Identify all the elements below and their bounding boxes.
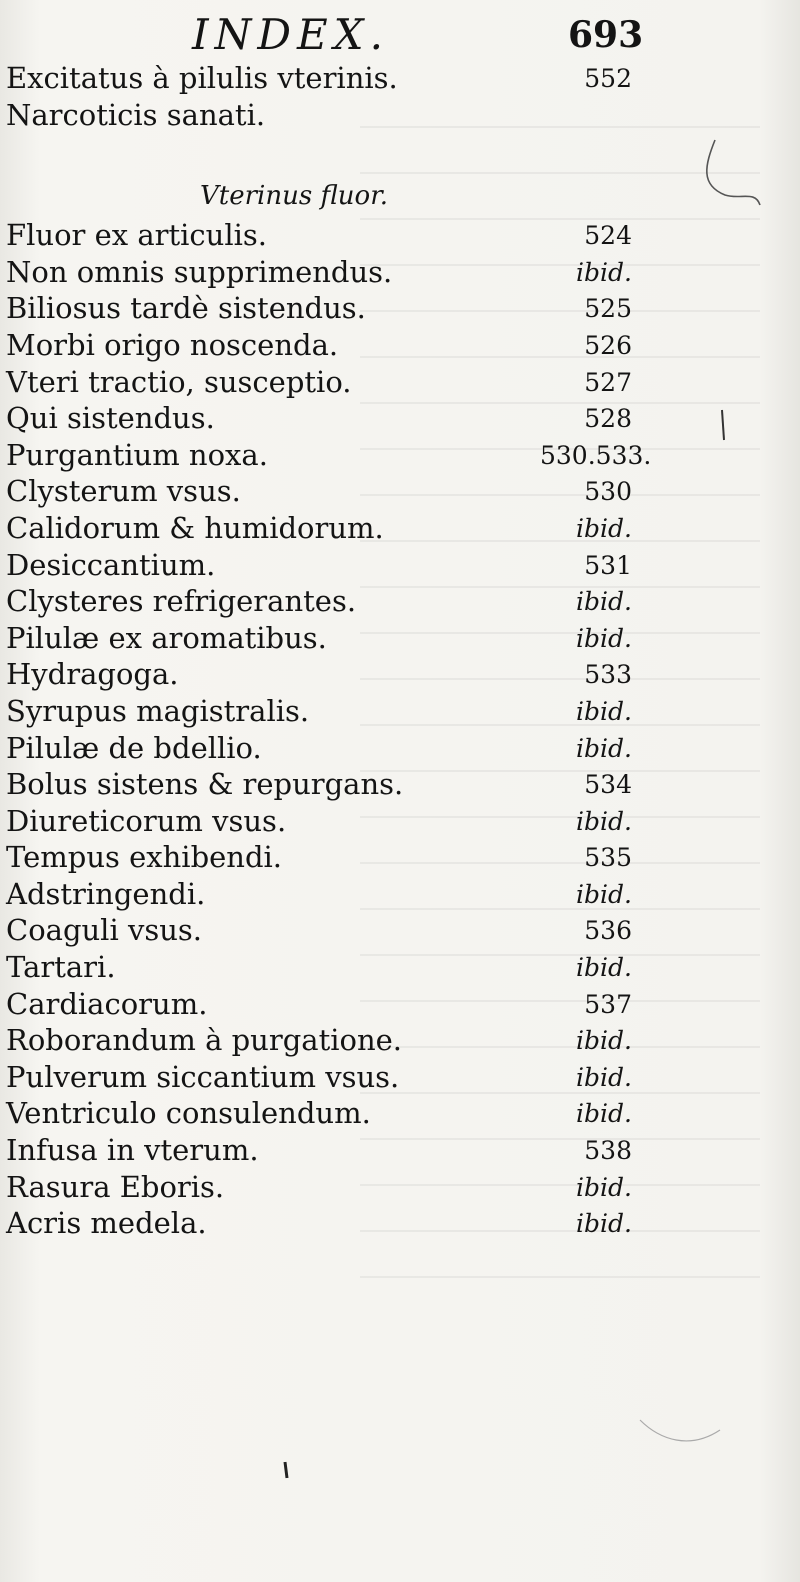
entry-page-ref: 530 — [584, 477, 632, 507]
entry-page-ref: ibid. — [576, 879, 632, 909]
index-entry — [0, 1169, 800, 1206]
entry-label: Coaguli vsus. — [6, 913, 202, 948]
entry-label: Qui sistendus. — [6, 401, 215, 436]
index-entry — [0, 327, 800, 364]
index-entry — [0, 1059, 800, 1096]
index-entry — [0, 583, 800, 620]
entry-label: Hydragoga. — [6, 657, 179, 692]
entry-page-ref: 525 — [584, 294, 632, 324]
index-entries-top — [0, 60, 800, 133]
index-entry — [0, 839, 800, 876]
entry-label: Purgantium noxa. — [6, 437, 268, 472]
entry-label: Non omnis supprimendus. — [6, 254, 393, 289]
entry-page-ref: 528 — [584, 404, 632, 434]
index-entry — [0, 1022, 800, 1059]
entry-page-ref: ibid. — [576, 953, 632, 983]
index-entry — [0, 97, 800, 134]
index-entry — [0, 437, 800, 474]
entry-label: Pulverum siccantium vsus. — [6, 1059, 400, 1094]
entry-label: Bolus sistens & repurgans. — [6, 767, 404, 802]
entry-page-ref: 526 — [584, 330, 632, 360]
index-entry — [0, 912, 800, 949]
section-heading — [0, 179, 800, 215]
index-entry — [0, 656, 800, 693]
index-entry — [0, 473, 800, 510]
entry-label: Rasura Eboris. — [6, 1169, 225, 1204]
index-entry — [0, 547, 800, 584]
index-entries — [0, 217, 800, 1242]
entry-label: Fluor ex articulis. — [6, 218, 267, 253]
index-entry — [0, 217, 800, 254]
index-entry — [0, 693, 800, 730]
entry-label: Calidorum & humidorum. — [6, 510, 384, 545]
index-entry — [0, 766, 800, 803]
index-entry — [0, 620, 800, 657]
entry-page-ref: 536 — [584, 916, 632, 946]
index-entry — [0, 1095, 800, 1132]
entry-label: Narcoticis sanati. — [6, 97, 266, 132]
entry-page-ref: 527 — [584, 367, 632, 397]
entry-page-ref: 534 — [584, 770, 632, 800]
entry-label: Clysteres refrigerantes. — [6, 584, 357, 619]
index-entry — [0, 400, 800, 437]
index-entry — [0, 254, 800, 291]
index-list — [0, 60, 800, 1242]
index-entry — [0, 290, 800, 327]
entry-label: Ventriculo consulendum. — [6, 1096, 371, 1131]
entry-page-ref: 552 — [584, 64, 632, 93]
entry-label: Pilulæ de bdellio. — [6, 730, 262, 765]
entry-page-ref: 535 — [584, 843, 632, 873]
entry-page-ref: 537 — [584, 989, 632, 1019]
entry-label: Roborandum à purgatione. — [6, 1023, 403, 1058]
entry-label: Pilulæ ex aromatibus. — [6, 620, 327, 655]
index-entry — [0, 364, 800, 401]
entry-page-ref: 538 — [584, 1136, 632, 1166]
entry-label: Desiccantium. — [6, 547, 216, 582]
entry-page-ref: ibid. — [576, 733, 632, 763]
section-heading-text: Vterinus fluor. — [200, 181, 389, 212]
entry-label: Morbi origo noscenda. — [6, 327, 339, 362]
entry-label: Diureticorum vsus. — [6, 803, 287, 838]
entry-page-ref: ibid. — [576, 257, 632, 287]
page-number: 693 — [568, 14, 644, 56]
entry-label: Excitatus à pilulis vterinis. — [6, 61, 398, 95]
entry-page-ref: ibid. — [576, 587, 632, 617]
entry-label: Syrupus magistralis. — [6, 693, 310, 728]
entry-label: Infusa in vterum. — [6, 1133, 259, 1168]
index-entry — [0, 876, 800, 913]
entry-page-ref: ibid. — [576, 1099, 632, 1129]
entry-page-ref: ibid. — [576, 1062, 632, 1092]
hair-speck — [640, 1420, 720, 1441]
entry-page-ref: ibid. — [576, 806, 632, 836]
index-entry — [0, 730, 800, 767]
entry-label: Adstringendi. — [6, 876, 206, 911]
entry-page-ref: ibid. — [576, 623, 632, 653]
entry-page-ref: 530.533. — [540, 440, 652, 470]
entry-label: Cardiacorum. — [6, 986, 208, 1021]
index-title: INDEX. — [192, 10, 389, 59]
entry-label: Tartari. — [6, 950, 116, 985]
entry-label: Tempus exhibendi. — [6, 840, 283, 875]
entry-page-ref: ibid. — [576, 1172, 632, 1202]
entry-page-ref: 531 — [584, 550, 632, 580]
ink-speck — [285, 1462, 287, 1478]
entry-page-ref: ibid. — [576, 1026, 632, 1056]
index-entry — [0, 1132, 800, 1169]
entry-page-ref: 524 — [584, 221, 632, 251]
index-entry — [0, 949, 800, 986]
index-entry — [0, 1205, 800, 1242]
entry-page-ref: 533 — [584, 660, 632, 690]
entry-page-ref: ibid. — [576, 696, 632, 726]
index-entry — [0, 986, 800, 1023]
entry-label: Clysterum vsus. — [6, 474, 241, 509]
entry-label: Biliosus tardè sistendus. — [6, 291, 366, 326]
index-entry — [0, 803, 800, 840]
entry-page-ref: ibid. — [576, 513, 632, 543]
entry-page-ref: ibid. — [576, 1209, 632, 1239]
index-entry — [0, 60, 800, 97]
index-entry — [0, 510, 800, 547]
page-header — [0, 6, 800, 59]
entry-label: Vteri tractio, susceptio. — [6, 364, 352, 399]
entry-label: Acris medela. — [6, 1206, 207, 1241]
